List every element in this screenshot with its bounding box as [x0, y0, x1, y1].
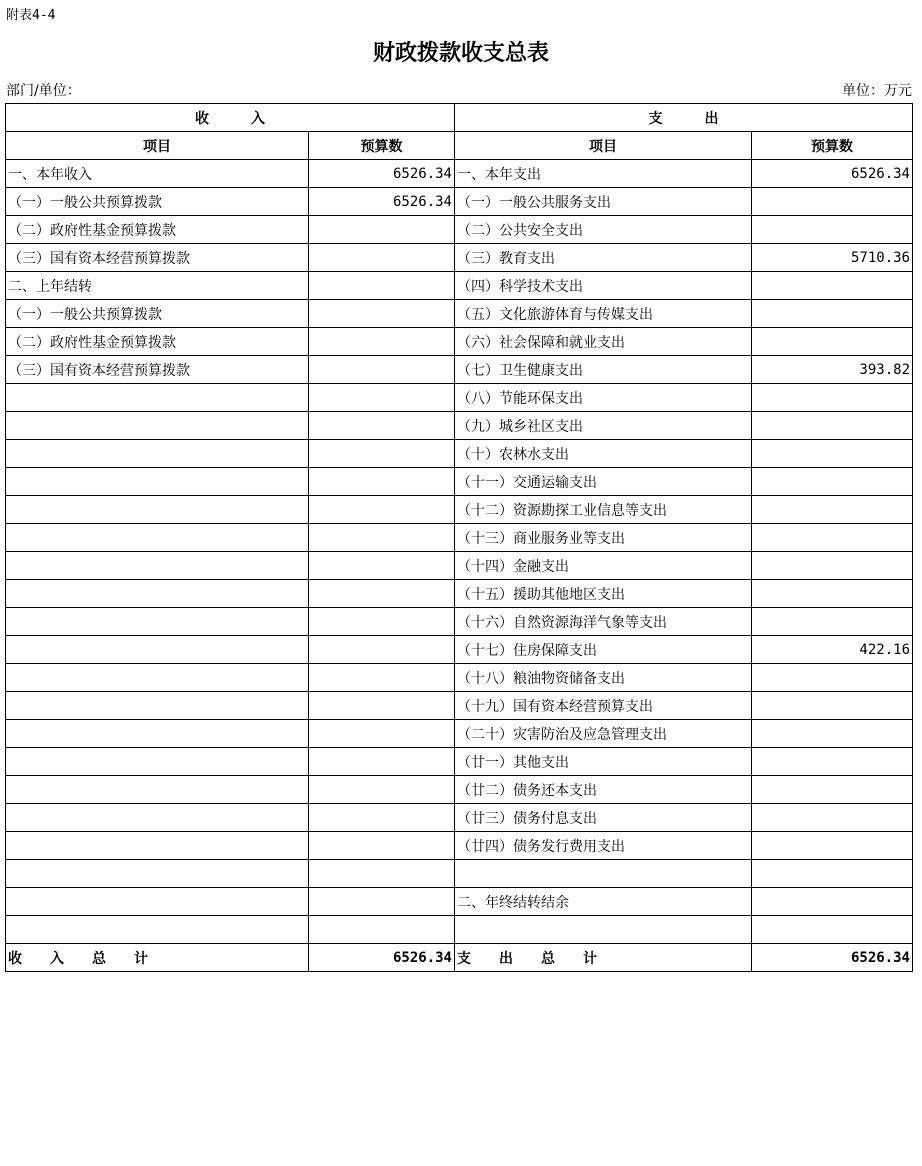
- expense-value-cell: [752, 608, 913, 636]
- expense-item-cell: （十九）国有资本经营预算支出: [455, 692, 752, 720]
- income-value-cell: [309, 804, 455, 832]
- income-value-cell: [309, 440, 455, 468]
- expense-value-cell: [752, 692, 913, 720]
- table-row: [6, 188, 913, 216]
- income-value-cell: [309, 608, 455, 636]
- income-value-cell: [309, 720, 455, 748]
- income-item-cell: （一）一般公共预算拨款: [6, 188, 309, 216]
- income-item-cell: [6, 440, 309, 468]
- expense-item-cell: [455, 916, 752, 944]
- income-item-cell: [6, 832, 309, 860]
- expense-item-cell: 二、年终结转结余: [455, 888, 752, 916]
- table-row: [6, 356, 913, 384]
- income-item-cell: [6, 412, 309, 440]
- unit-label: 单位：万元: [842, 83, 912, 99]
- expense-item-cell: （一）一般公共服务支出: [455, 188, 752, 216]
- expense-value-cell: [752, 552, 913, 580]
- table-row: [6, 748, 913, 776]
- income-value-cell: 6526.34: [309, 160, 455, 188]
- table-row: [6, 832, 913, 860]
- income-value-cell: [309, 692, 455, 720]
- income-item-cell: （三）国有资本经营预算拨款: [6, 356, 309, 384]
- expense-value-cell: [752, 384, 913, 412]
- expense-value-cell: [752, 412, 913, 440]
- expense-value-cell: [752, 832, 913, 860]
- expense-value-cell: [752, 524, 913, 552]
- page-title: 财政拨款收支总表: [372, 40, 549, 66]
- income-item-cell: [6, 888, 309, 916]
- expense-item-cell: （七）卫生健康支出: [455, 356, 752, 384]
- income-item-cell: [6, 608, 309, 636]
- expense-value-cell: [752, 776, 913, 804]
- table-body: [6, 104, 913, 972]
- expense-item-cell: （十二）资源勘探工业信息等支出: [455, 496, 752, 524]
- table-row: [6, 804, 913, 832]
- table-row: [6, 216, 913, 244]
- income-value-cell: [309, 412, 455, 440]
- expense-item-header: 项目: [455, 132, 752, 160]
- expense-value-cell: [752, 664, 913, 692]
- income-value-cell: [309, 328, 455, 356]
- income-item-cell: [6, 692, 309, 720]
- income-item-cell: （一）一般公共预算拨款: [6, 300, 309, 328]
- expense-item-cell: （十八）粮油物资储备支出: [455, 664, 752, 692]
- table-row: [6, 412, 913, 440]
- income-budget-header: 预算数: [309, 132, 455, 160]
- table-row: [6, 552, 913, 580]
- table-row: [6, 244, 913, 272]
- income-value-cell: [309, 468, 455, 496]
- income-value-cell: [309, 832, 455, 860]
- expense-item-cell: （八）节能环保支出: [455, 384, 752, 412]
- income-value-cell: [309, 664, 455, 692]
- table-row: [6, 692, 913, 720]
- expense-item-cell: （十六）自然资源海洋气象等支出: [455, 608, 752, 636]
- expense-value-cell: [752, 888, 913, 916]
- income-value-cell: [309, 300, 455, 328]
- income-item-cell: [6, 580, 309, 608]
- income-value-cell: [309, 860, 455, 888]
- totals-row: [6, 944, 913, 972]
- income-item-cell: [6, 776, 309, 804]
- income-value-cell: [309, 888, 455, 916]
- expense-value-cell: [752, 860, 913, 888]
- expense-item-cell: （六）社会保障和就业支出: [455, 328, 752, 356]
- expense-value-cell: [752, 272, 913, 300]
- income-item-cell: [6, 552, 309, 580]
- expense-value-cell: 6526.34: [752, 160, 913, 188]
- expense-value-cell: 422.16: [752, 636, 913, 664]
- income-item-cell: 一、本年收入: [6, 160, 309, 188]
- income-value-cell: [309, 580, 455, 608]
- expense-item-cell: （廿四）债务发行费用支出: [455, 832, 752, 860]
- income-section-header: 收 入: [6, 104, 455, 132]
- expense-value-cell: 5710.36: [752, 244, 913, 272]
- income-value-cell: [309, 524, 455, 552]
- table-row: [6, 608, 913, 636]
- expense-value-cell: [752, 300, 913, 328]
- income-total-label: 收 入 总 计: [6, 944, 309, 972]
- table-row: [6, 384, 913, 412]
- income-item-cell: [6, 496, 309, 524]
- table-row: [6, 664, 913, 692]
- budget-summary-table: [5, 103, 913, 972]
- expense-total-value: 6526.34: [752, 944, 913, 972]
- expense-total-label: 支 出 总 计: [455, 944, 752, 972]
- table-row: [6, 860, 913, 888]
- expense-value-cell: [752, 468, 913, 496]
- income-item-cell: [6, 804, 309, 832]
- table-row: [6, 440, 913, 468]
- income-value-cell: [309, 748, 455, 776]
- expense-item-cell: （十四）金融支出: [455, 552, 752, 580]
- table-row: [6, 160, 913, 188]
- expense-value-cell: [752, 916, 913, 944]
- expense-item-cell: [455, 860, 752, 888]
- table-row: [6, 468, 913, 496]
- expense-value-cell: [752, 188, 913, 216]
- expense-value-cell: [752, 216, 913, 244]
- department-label: 部门/单位：: [6, 83, 81, 99]
- income-item-cell: [6, 524, 309, 552]
- expense-item-cell: （十七）住房保障支出: [455, 636, 752, 664]
- expense-value-cell: 393.82: [752, 356, 913, 384]
- expense-value-cell: [752, 720, 913, 748]
- income-item-cell: [6, 748, 309, 776]
- income-value-cell: [309, 244, 455, 272]
- income-item-cell: （二）政府性基金预算拨款: [6, 328, 309, 356]
- table-row: [6, 776, 913, 804]
- expense-item-cell: （廿一）其他支出: [455, 748, 752, 776]
- income-item-header: 项目: [6, 132, 309, 160]
- income-item-cell: [6, 664, 309, 692]
- header-row-columns: [6, 132, 913, 160]
- expense-value-cell: [752, 580, 913, 608]
- expense-section-header: 支 出: [455, 104, 913, 132]
- table-row: [6, 636, 913, 664]
- expense-value-cell: [752, 440, 913, 468]
- income-item-cell: （二）政府性基金预算拨款: [6, 216, 309, 244]
- header-row-sections: [6, 104, 913, 132]
- expense-item-cell: （四）科学技术支出: [455, 272, 752, 300]
- income-value-cell: [309, 496, 455, 524]
- income-item-cell: 二、上年结转: [6, 272, 309, 300]
- expense-item-cell: （二）公共安全支出: [455, 216, 752, 244]
- income-value-cell: [309, 552, 455, 580]
- annex-label: 附表4-4: [6, 8, 56, 23]
- table-row: [6, 496, 913, 524]
- table-row: [6, 300, 913, 328]
- expense-item-cell: （廿三）债务付息支出: [455, 804, 752, 832]
- expense-item-cell: （三）教育支出: [455, 244, 752, 272]
- income-value-cell: [309, 356, 455, 384]
- income-value-cell: [309, 636, 455, 664]
- income-value-cell: [309, 384, 455, 412]
- table-row: [6, 328, 913, 356]
- expense-item-cell: （十一）交通运输支出: [455, 468, 752, 496]
- expense-value-cell: [752, 748, 913, 776]
- expense-item-cell: （十）农林水支出: [455, 440, 752, 468]
- table-row: [6, 524, 913, 552]
- income-total-value: 6526.34: [309, 944, 455, 972]
- income-item-cell: [6, 720, 309, 748]
- income-value-cell: 6526.34: [309, 188, 455, 216]
- expense-item-cell: （二十）灾害防治及应急管理支出: [455, 720, 752, 748]
- expense-item-cell: 一、本年支出: [455, 160, 752, 188]
- table-row: [6, 916, 913, 944]
- income-item-cell: [6, 384, 309, 412]
- income-item-cell: [6, 636, 309, 664]
- table-row: [6, 272, 913, 300]
- income-item-cell: （三）国有资本经营预算拨款: [6, 244, 309, 272]
- expense-item-cell: （十三）商业服务业等支出: [455, 524, 752, 552]
- table-row: [6, 720, 913, 748]
- income-value-cell: [309, 216, 455, 244]
- income-item-cell: [6, 860, 309, 888]
- expense-value-cell: [752, 496, 913, 524]
- income-item-cell: [6, 916, 309, 944]
- expense-value-cell: [752, 328, 913, 356]
- expense-item-cell: （廿二）债务还本支出: [455, 776, 752, 804]
- expense-budget-header: 预算数: [752, 132, 913, 160]
- expense-item-cell: （十五）援助其他地区支出: [455, 580, 752, 608]
- table-row: [6, 580, 913, 608]
- table-row: [6, 888, 913, 916]
- expense-item-cell: （五）文化旅游体育与传媒支出: [455, 300, 752, 328]
- expense-item-cell: （九）城乡社区支出: [455, 412, 752, 440]
- expense-value-cell: [752, 804, 913, 832]
- income-item-cell: [6, 468, 309, 496]
- income-value-cell: [309, 776, 455, 804]
- income-value-cell: [309, 272, 455, 300]
- income-value-cell: [309, 916, 455, 944]
